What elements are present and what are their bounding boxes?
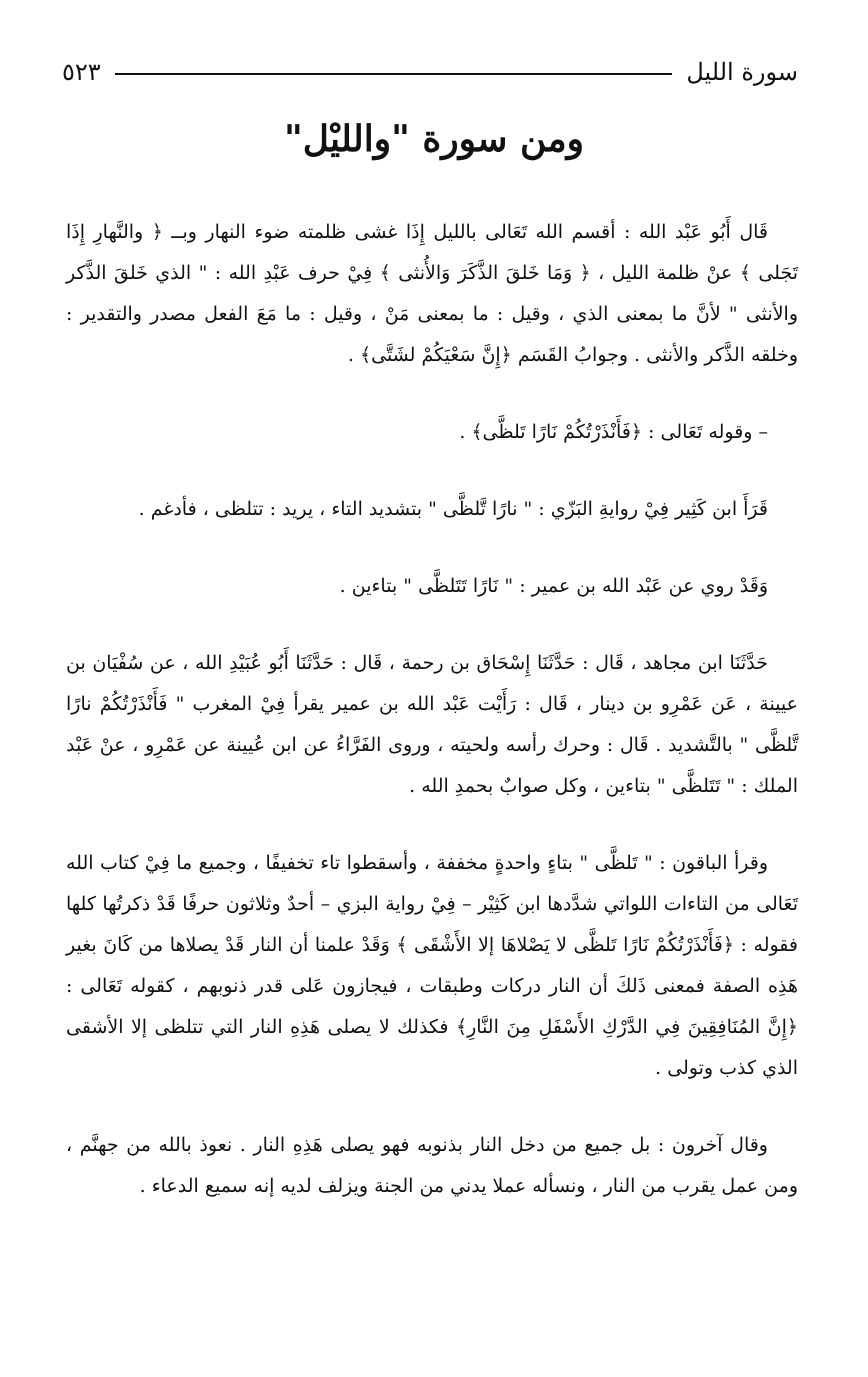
paragraph-3: قَرَأَ ابن كَثِير فِيْ روايةِ البَزّي : " نارًا تَّلظَّى " بتشديد التاء ، يريد : تتلظى ، فأدغم . <box>138 498 768 520</box>
paragraph-1: قَال أَبُو عَبْد الله : أقسم الله تَعَالى بالليل إِذَا غشى ظلمته ضوء النهار وبــ ﴿ والنَّهارِ إِذَا تَجَلى ﴾ عنْ ظلمة الليل ، ﴿ وَمَا خَلقَ الذَّكَرَ وَالأُنثى ﴾ فِيْ حرف عَبْدِ الله : " الذي خَلقَ الذَّكر والأنثى " لأنَّ ما بمعنى الذي ، وقيل : ما بمعنى مَنْ ، وقيل : ما مَعَ الفعل مصدر والتقدير : وخلقه الذَّكر والأنثى . وجوابُ القَسَم ﴿إِنَّ سَعْيَكُمْ لشَتَّى﴾ . <box>66 221 798 366</box>
page-header <box>62 52 798 92</box>
paragraph-4: وَقَدْ روي عن عَبْد الله بن عمير : " نَارًا تَتَلظَّى " بتاءين . <box>339 575 768 597</box>
paragraph-7: وقال آخرون : بل جميع من دخل النار بذنوبه فهو يصلى هَذِهِ النار . نعوذ بالله من جهنَّم ، ومن عمل يقرب من النار ، ونسأله عملا يدني من الجنة ويزلف لديه إنه سميع الدعاء . <box>66 1134 798 1197</box>
page-number: ٥٢٣ <box>62 58 101 86</box>
paragraph-5: حَدَّثَنَا ابن مجاهد ، قَال : حَدَّثَنَا إِسْحَاق بن رحمة ، قَال : حَدَّثَنَا أَبُو عُبَيْدِ الله ، عن سُفْيَان بن عيينة ، عَن عَمْرِو بن دينار ، قَال : رَأَيْت عَبْد الله بن عمير يقرأ فِيْ المغرب " فَأَنْذَرْتُكُمْ نارًا تَّلظَّى " بالتَّشديد . قَال : وحرك رأسه ولحيته ، وروى الفَرَّاءُ عن ابن عُيينة عن عَمْرِو ، عنْ عَبْد الملك : " تَتَلظَّى " بتاءين ، وكل صوابٌ بحمدِ الله . <box>66 652 798 797</box>
page-body <box>66 212 798 1207</box>
paragraph-2: – وقوله تَعَالى : ﴿فَأَنْذَرْتُكُمْ نَارًا تَلظَّى﴾ . <box>459 421 768 443</box>
chapter-title: ومن سورة "والليْل" <box>283 118 585 160</box>
paragraph-6: وقرأ الباقون : " تَلظَّى " بتاءٍ واحدةٍ مخففة ، وأسقطوا تاء تخفيفًا ، وجميع ما فِيْ كتاب الله تَعَالى من التاءات اللواتي شدَّدها ابن كَثِيْر – فِيْ رواية البزي – أحدٌ وثلاثون حرفًا قَدْ ذكرتُها كلها فقوله : ﴿فَأَنْذَرْتُكُمْ نَارًا تَلظَّى لا يَصْلاهَا إلا الأَشْقَى ﴾ وَقَدْ علمنا أن النار قَدْ يصلاها من كَانَ بغير هَذِه الصفة فمعنى ذَلكَ أن النار دركات وطبقات ، فيجازون عَلى قدر ذنوبهم ، كقوله تَعَالى : ﴿إِنَّ المُنَافِقِينَ فِي الدَّرْكِ الأَسْفَلِ مِنَ النَّارِ﴾ فكذلك لا يصلى هَذِهِ النار التي تتلظى إلا الأشقى الذي كذب وتولى . <box>66 852 798 1079</box>
running-head-surah-name: سورة الليل <box>686 58 798 86</box>
header-rule <box>115 73 673 75</box>
